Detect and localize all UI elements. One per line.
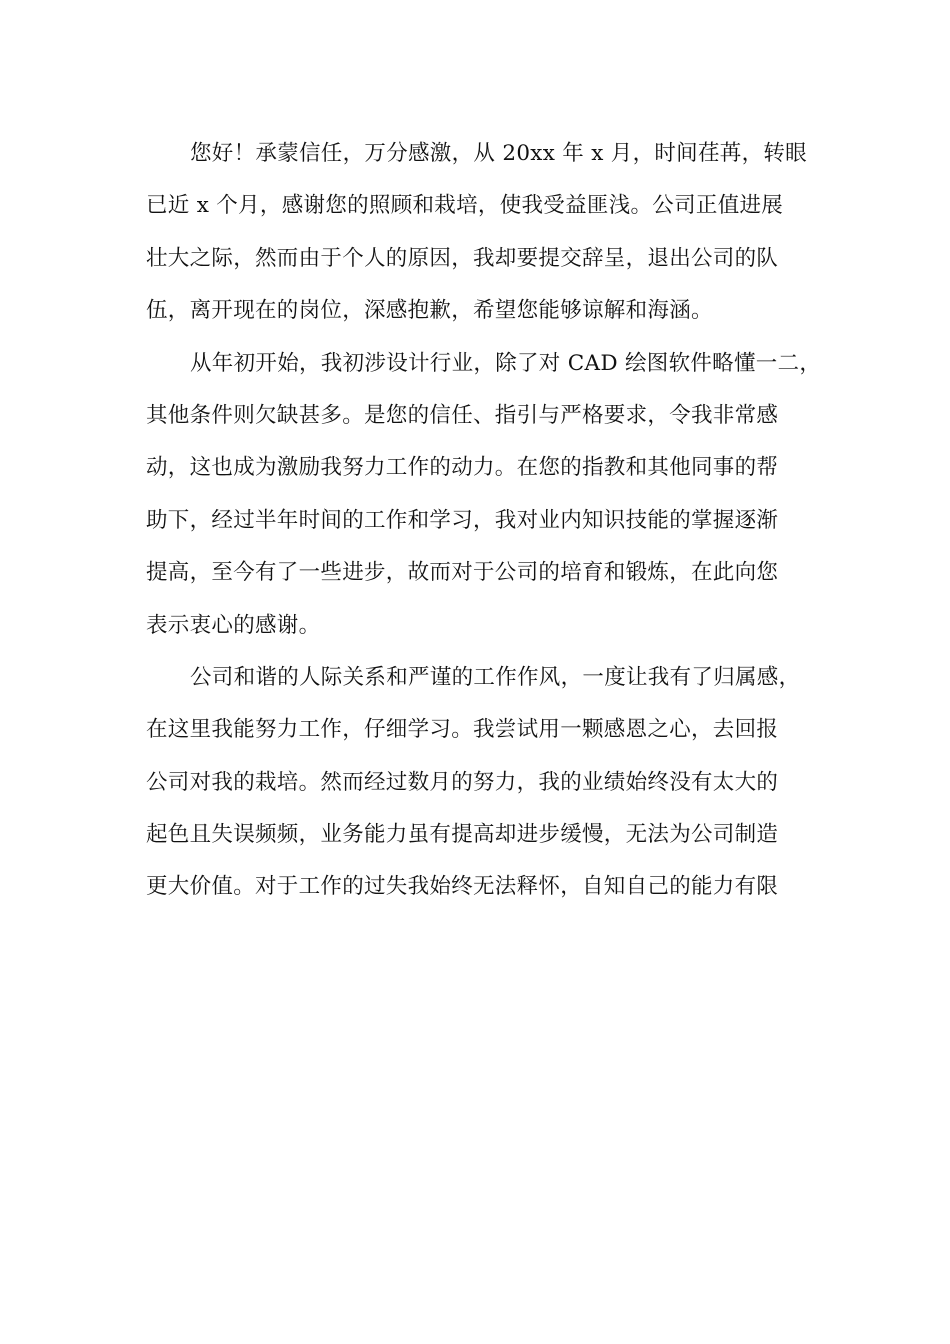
text-line: 表示衷心的感谢。: [146, 612, 321, 638]
text-line: 在这里我能努力工作，仔细学习。我尝试用一颗感恩之心，去回报: [146, 717, 779, 743]
text-line: 动，这也成为激励我努力工作的动力。在您的指教和其他同事的帮: [146, 455, 779, 481]
paragraph-2: [146, 338, 822, 652]
text-line: 公司和谐的人际关系和严谨的工作作风，一度让我有了归属感，: [190, 664, 801, 690]
text-line: 公司对我的栽培。然而经过数月的努力，我的业绩始终没有太大的: [146, 769, 779, 795]
text-line: 起色且失误频频，业务能力虽有提高却进步缓慢，无法为公司制造: [146, 822, 779, 848]
text-line: 更大价值。对于工作的过失我始终无法释怀，自知自己的能力有限: [146, 874, 779, 900]
text-line: 提高，至今有了一些进步，故而对于公司的培育和锻炼，在此向您: [146, 560, 779, 586]
text-line: 从年初开始，我初涉设计行业，除了对 CAD 绘图软件略懂一二，: [190, 350, 822, 376]
text-line: 您好！承蒙信任，万分感激，从 20xx 年 x 月，时间荏苒，转眼: [190, 141, 807, 166]
paragraph-1: [146, 128, 810, 338]
text-line: 已近 x 个月，感谢您的照顾和栽培，使我受益匪浅。公司正值进展: [146, 193, 784, 219]
letter-body: [146, 128, 822, 914]
text-line: 其他条件则欠缺甚多。是您的信任、指引与严格要求，令我非常感: [146, 402, 779, 428]
text-line: 伍，离开现在的岗位，深感抱歉，希望您能够谅解和海涵。: [146, 298, 713, 324]
text-line: 壮大之际，然而由于个人的原因，我却要提交辞呈，退出公司的队: [146, 245, 779, 271]
text-line: 助下，经过半年时间的工作和学习，我对业内知识技能的掌握逐渐: [146, 507, 779, 533]
paragraph-3: [146, 652, 810, 914]
